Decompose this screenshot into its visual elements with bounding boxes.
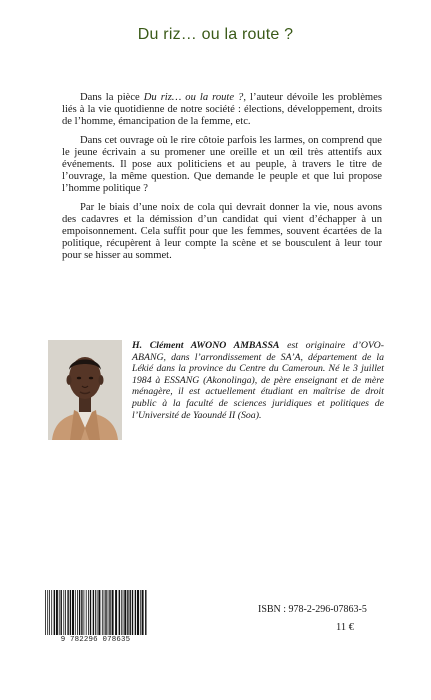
summary-p1-start: Dans la pièce <box>80 92 144 103</box>
barcode-bar <box>97 590 98 635</box>
barcode-bar <box>124 590 126 635</box>
barcode-bar <box>84 590 85 635</box>
barcode-bar <box>90 590 91 635</box>
barcode-bar <box>61 590 62 635</box>
barcode-bar <box>75 590 76 635</box>
barcode-bar <box>63 590 64 635</box>
barcode-bar <box>132 590 133 635</box>
barcode-bar <box>86 590 87 635</box>
summary-paragraph-3: Par le biais d’une noix de cola qui devrait donner la vie, nous avons des cadavres et la démission d’un candidat qui vient d’échapper à un empoisonnement. Cela suffit pour que les femmes, souvent écartées de la politique, récupèrent à leur compte la scène et se bousculent à leur tour pour se hisser au sommet. <box>62 201 382 262</box>
barcode-bar <box>137 590 139 635</box>
barcode-bar <box>77 590 78 635</box>
barcode-bar <box>112 590 114 635</box>
author-name: H. Clément AWONO AMBASSA <box>132 340 280 351</box>
barcode-bar <box>108 590 109 635</box>
barcode-bar <box>56 590 58 635</box>
barcode <box>44 590 147 646</box>
barcode-bar <box>70 590 71 635</box>
barcode-bar <box>130 590 131 635</box>
barcode-bar <box>59 590 60 635</box>
barcode-bar <box>109 590 110 635</box>
barcode-bars <box>44 590 147 635</box>
barcode-bar <box>145 590 146 635</box>
barcode-bar <box>95 590 96 635</box>
barcode-bar <box>54 590 55 635</box>
barcode-bar <box>121 590 122 635</box>
isbn-label: ISBN : 978-2-296-07863-5 <box>258 604 367 615</box>
barcode-bar <box>98 590 100 635</box>
barcode-bar <box>119 590 120 635</box>
barcode-bar <box>93 590 94 635</box>
barcode-bar <box>67 590 68 635</box>
barcode-bar <box>142 590 144 635</box>
summary-p1-end: , l’auteur dévoile les problèmes liés à la vie quotidienne de notre société : élections, développement, droits de l’homme, émancipation de la femme, etc. <box>62 92 382 128</box>
barcode-bar <box>105 590 106 635</box>
barcode-bar <box>47 590 48 635</box>
barcode-bar <box>45 590 46 635</box>
barcode-bar <box>79 590 80 635</box>
barcode-bar <box>88 590 89 635</box>
barcode-bar <box>65 590 66 635</box>
book-title: Du riz… ou la route ? <box>137 26 294 43</box>
author-portrait-image <box>48 340 122 440</box>
barcode-bar <box>127 590 128 635</box>
barcode-number: 9 782296 078635 <box>60 636 131 644</box>
barcode-bar <box>72 590 74 635</box>
summary-text <box>62 92 382 269</box>
price-label: 11 € <box>336 622 354 633</box>
summary-p1-title: Du riz… ou la route ? <box>143 92 244 103</box>
summary-paragraph-1 <box>62 92 382 129</box>
author-bio <box>132 340 384 421</box>
author-bio-text: est originaire d’OVO-ABANG, dans l’arrondissement de SA’A, département de la Lékié dans la province du Centre du Cameroun. Né le 3 juillet 1984 à ESSANG (Akonolinga), de père enseignant et de mère ménagère, il est actuellement étudiant en maîtrise de droit public à la faculté de sciences juridiques et politiques de l’Université de Yaoundé II (Soa). <box>132 340 384 421</box>
barcode-bar <box>140 590 141 635</box>
barcode-bar <box>81 590 82 635</box>
barcode-bar <box>104 590 105 635</box>
barcode-bar <box>51 590 52 635</box>
barcode-bar <box>115 590 117 635</box>
barcode-bar <box>135 590 136 635</box>
barcode-bar <box>49 590 50 635</box>
barcode-bar <box>123 590 124 635</box>
author-photo <box>48 340 122 440</box>
summary-paragraph-2: Dans cet ouvrage où le rire côtoie parfois les larmes, on comprend que le jeune écrivain a su promener une oreille et un œil très attentifs aux événements. Il pose aux politiciens et au peuple, à travers le titre de l’ouvrage, la même question. Que demande le peuple et que lui propose l’homme politique ? <box>62 134 382 195</box>
barcode-bar <box>102 590 103 635</box>
